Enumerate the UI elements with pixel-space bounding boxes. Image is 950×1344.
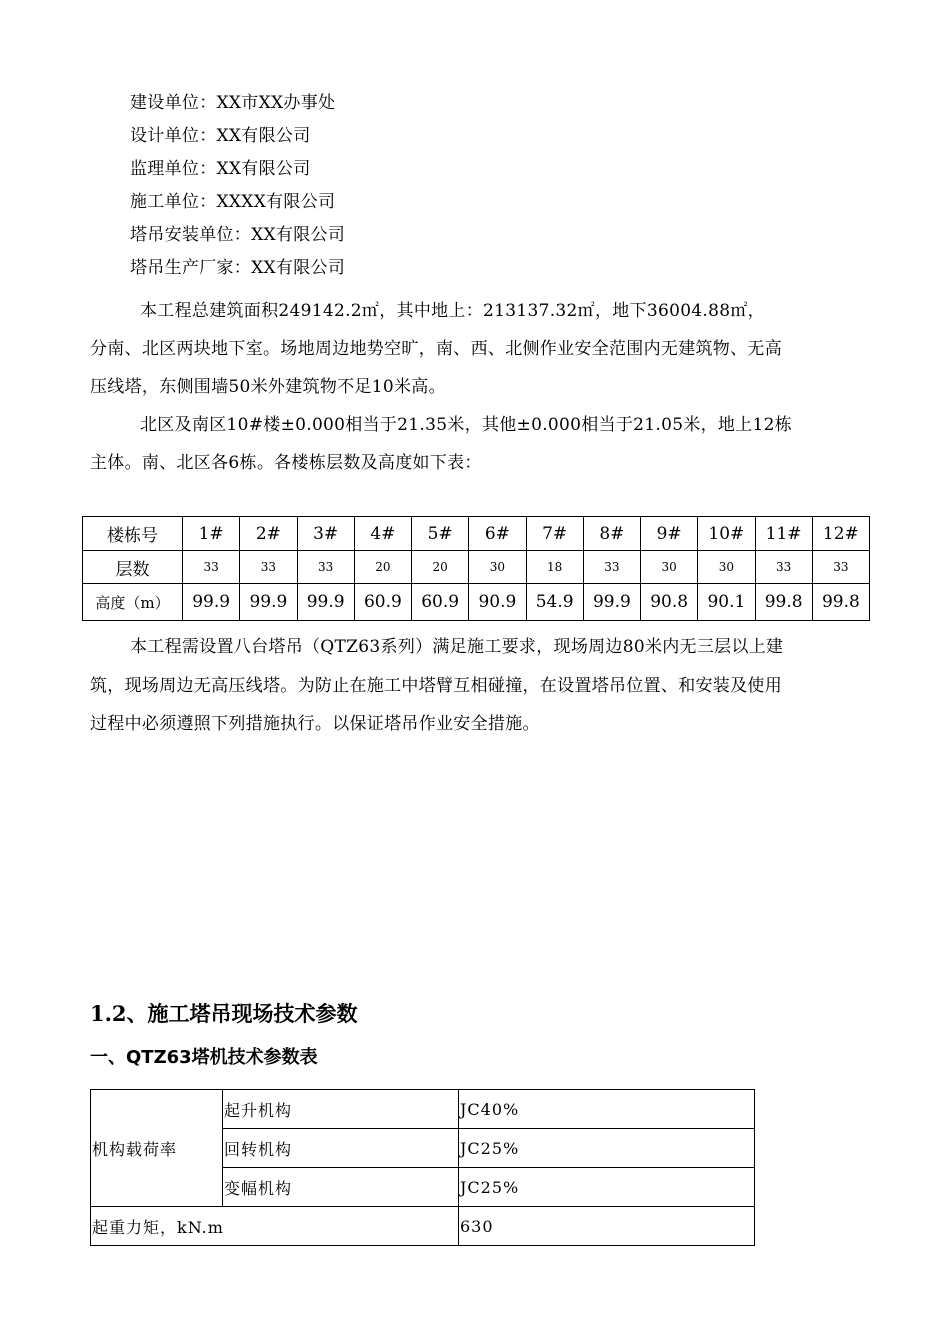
- mechanism-name: 起升机构: [223, 1090, 459, 1129]
- crane-parameter-table: [90, 1089, 755, 1246]
- floor-count-cell: 30: [698, 551, 755, 584]
- para1-line3: 压线塔，东侧围墙50米外建筑物不足10米高。: [90, 377, 446, 397]
- mechanism-name: 回转机构: [223, 1129, 459, 1168]
- height-cell: 99.9: [240, 584, 297, 621]
- height-cell: 54.9: [526, 584, 583, 621]
- height-cell: 99.9: [583, 584, 640, 621]
- load-rate-label: 机构载荷率: [91, 1090, 223, 1207]
- building-number-cell: 10#: [698, 517, 755, 551]
- row-head-floors: 层数: [83, 551, 183, 584]
- height-cell: 99.9: [183, 584, 240, 621]
- floor-count-cell: 20: [354, 551, 411, 584]
- building-number-cell: 5#: [412, 517, 469, 551]
- floor-count-cell: 33: [755, 551, 812, 584]
- building-number-cell: 9#: [641, 517, 698, 551]
- height-cell: 99.8: [812, 584, 869, 621]
- building-number-cell: 12#: [812, 517, 869, 551]
- table-row: [83, 517, 870, 551]
- building-number-cell: 4#: [354, 517, 411, 551]
- mechanism-value: JC25%: [459, 1129, 755, 1168]
- para3-line1: 本工程需设置八台塔吊（QTZ63系列）满足施工要求，现场周边80米内无三层以上建: [130, 637, 784, 657]
- para3-line3: 过程中必须遵照下列措施执行。以保证塔吊作业安全措施。: [90, 714, 540, 734]
- floor-count-cell: 33: [183, 551, 240, 584]
- mechanism-value: JC40%: [459, 1090, 755, 1129]
- floor-count-cell: 18: [526, 551, 583, 584]
- height-cell: 90.8: [641, 584, 698, 621]
- para3-line2: 筑，现场周边无高压线塔。为防止在施工中塔臂互相碰撞，在设置塔吊位置、和安装及使用: [90, 676, 782, 696]
- building-number-cell: 3#: [297, 517, 354, 551]
- floor-count-cell: 33: [240, 551, 297, 584]
- building-number-cell: 2#: [240, 517, 297, 551]
- sub-heading: 一、QTZ63塔机技术参数表: [90, 1047, 318, 1068]
- table-row: [83, 551, 870, 584]
- table-row: [83, 584, 870, 621]
- torque-label: 起重力矩，kN.m: [91, 1207, 459, 1246]
- height-cell: 90.1: [698, 584, 755, 621]
- section-heading: 1.2、施工塔吊现场技术参数: [90, 1001, 358, 1026]
- height-cell: 90.9: [469, 584, 526, 621]
- para1-line1: 本工程总建筑面积249142.2㎡，其中地上：213137.32㎡，地下36004.88㎡，: [140, 301, 765, 321]
- building-number-cell: 8#: [583, 517, 640, 551]
- building-number-cell: 7#: [526, 517, 583, 551]
- building-number-cell: 6#: [469, 517, 526, 551]
- table-row: [91, 1207, 755, 1246]
- row-head-height: 高度（m）: [83, 584, 183, 621]
- crane-installer-line: 塔吊安装单位：XX有限公司: [130, 225, 346, 245]
- torque-value: 630: [459, 1207, 755, 1246]
- building-number-cell: 1#: [183, 517, 240, 551]
- height-cell: 99.9: [297, 584, 354, 621]
- mechanism-name: 变幅机构: [223, 1168, 459, 1207]
- contractor-unit-line: 施工单位：XXXX有限公司: [130, 192, 336, 212]
- mechanism-value: JC25%: [459, 1168, 755, 1207]
- height-cell: 60.9: [412, 584, 469, 621]
- para2-line2: 主体。南、北区各6栋。各楼栋层数及高度如下表：: [90, 453, 482, 473]
- construction-unit-line: 建设单位：XX市XX办事处: [130, 93, 336, 113]
- crane-manufacturer-line: 塔吊生产厂家：XX有限公司: [130, 258, 346, 278]
- height-cell: 99.8: [755, 584, 812, 621]
- building-floors-table: [82, 516, 870, 621]
- table-row: [91, 1090, 755, 1129]
- para2-line1: 北区及南区10#楼±0.000相当于21.35米，其他±0.000相当于21.05米，地上12栋: [140, 415, 793, 435]
- building-number-cell: 11#: [755, 517, 812, 551]
- height-cell: 60.9: [354, 584, 411, 621]
- design-unit-line: 设计单位：XX有限公司: [130, 126, 311, 146]
- floor-count-cell: 33: [812, 551, 869, 584]
- floor-count-cell: 33: [297, 551, 354, 584]
- floor-count-cell: 20: [412, 551, 469, 584]
- floor-count-cell: 30: [641, 551, 698, 584]
- floor-count-cell: 33: [583, 551, 640, 584]
- para1-line2: 分南、北区两块地下室。场地周边地势空旷，南、西、北侧作业安全范围内无建筑物、无高: [90, 339, 782, 359]
- floor-count-cell: 30: [469, 551, 526, 584]
- row-head-building: 楼栋号: [83, 517, 183, 551]
- supervision-unit-line: 监理单位：XX有限公司: [130, 159, 311, 179]
